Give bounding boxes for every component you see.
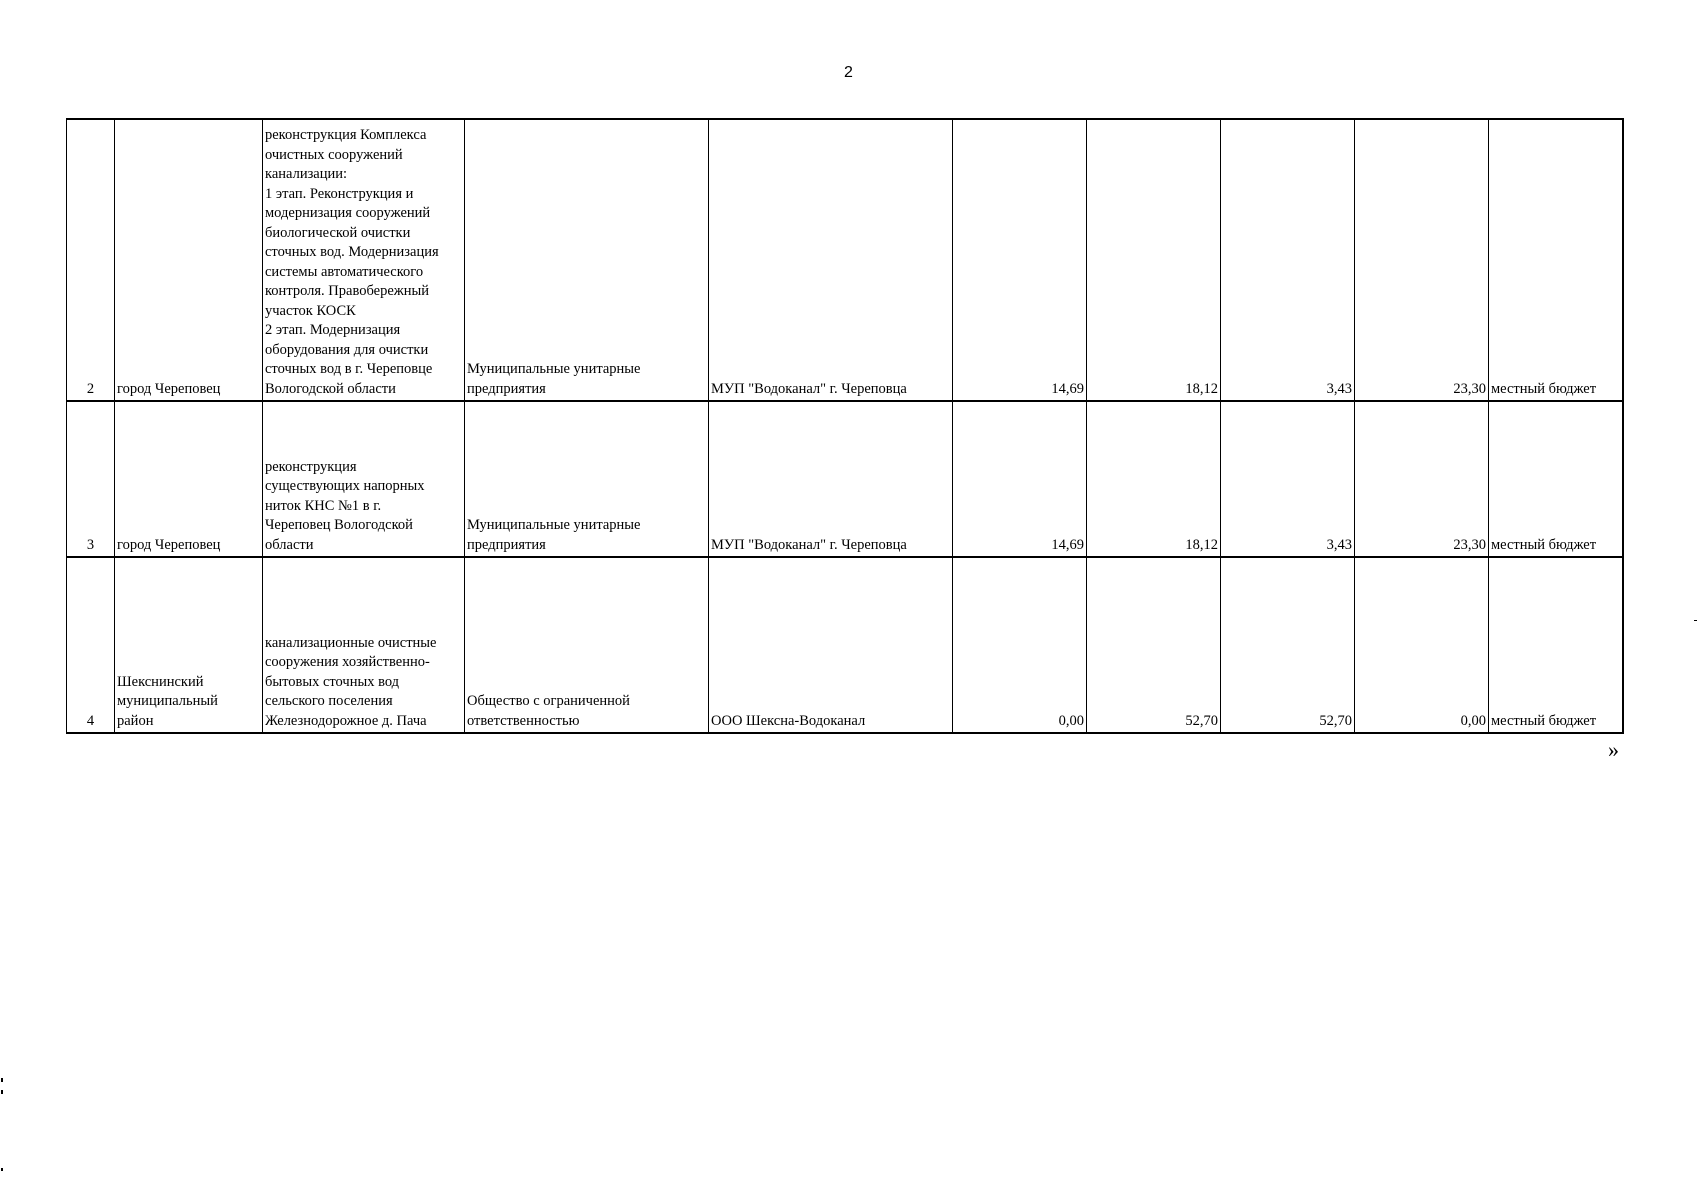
municipality-cell: Шекснинский муниципальный район (115, 557, 263, 733)
organization-cell: МУП "Водоканал" г. Череповца (709, 119, 953, 401)
row-number-cell: 2 (67, 119, 115, 401)
value-4-cell: 23,30 (1355, 119, 1489, 401)
page-number: 2 (844, 64, 853, 81)
value-3-cell: 52,70 (1221, 557, 1355, 733)
closing-quote-mark: » (1608, 737, 1619, 762)
table-row (67, 119, 1623, 401)
scan-edge-mark (1, 1168, 3, 1171)
object-cell: канализационные очистные сооружения хозяйственно- бытовых сточных вод сельского поселения Железнодорожное д. Пача (263, 557, 465, 733)
value-2-cell: 18,12 (1087, 119, 1221, 401)
row-number-cell: 3 (67, 401, 115, 557)
value-2-cell: 18,12 (1087, 401, 1221, 557)
municipality-cell: город Череповец (115, 401, 263, 557)
org-form-cell: Муниципальные унитарные предприятия (465, 119, 709, 401)
table-row (67, 401, 1623, 557)
value-2-cell: 52,70 (1087, 557, 1221, 733)
value-1-cell: 14,69 (953, 119, 1087, 401)
object-cell: реконструкция Комплекса очистных сооружений канализации: 1 этап. Реконструкция и модернизация сооружений биологической очистки сточных вод. Модернизация системы автоматического контроля. Правобережный участок КОСК 2 этап. Модернизация оборудования для очистки сточных вод в г. Череповце Вологодской области (263, 119, 465, 401)
funding-source-cell: местный бюджет (1489, 119, 1623, 401)
org-form-cell: Муниципальные унитарные предприятия (465, 401, 709, 557)
municipality-cell: город Череповец (115, 119, 263, 401)
scan-edge-mark (1, 1078, 3, 1082)
organization-cell: ООО Шексна-Водоканал (709, 557, 953, 733)
value-1-cell: 14,69 (953, 401, 1087, 557)
value-4-cell: 23,30 (1355, 401, 1489, 557)
funding-source-cell: местный бюджет (1489, 557, 1623, 733)
organization-cell: МУП "Водоканал" г. Череповца (709, 401, 953, 557)
value-1-cell: 0,00 (953, 557, 1087, 733)
investment-table (66, 118, 1624, 734)
value-4-cell: 0,00 (1355, 557, 1489, 733)
table-row (67, 557, 1623, 733)
object-cell: реконструкция существующих напорных ниток КНС №1 в г. Череповец Вологодской области (263, 401, 465, 557)
org-form-cell: Общество с ограниченной ответственностью (465, 557, 709, 733)
row-number-cell: 4 (67, 557, 115, 733)
funding-source-cell: местный бюджет (1489, 401, 1623, 557)
value-3-cell: 3,43 (1221, 119, 1355, 401)
value-3-cell: 3,43 (1221, 401, 1355, 557)
scan-edge-mark (1, 1090, 3, 1094)
